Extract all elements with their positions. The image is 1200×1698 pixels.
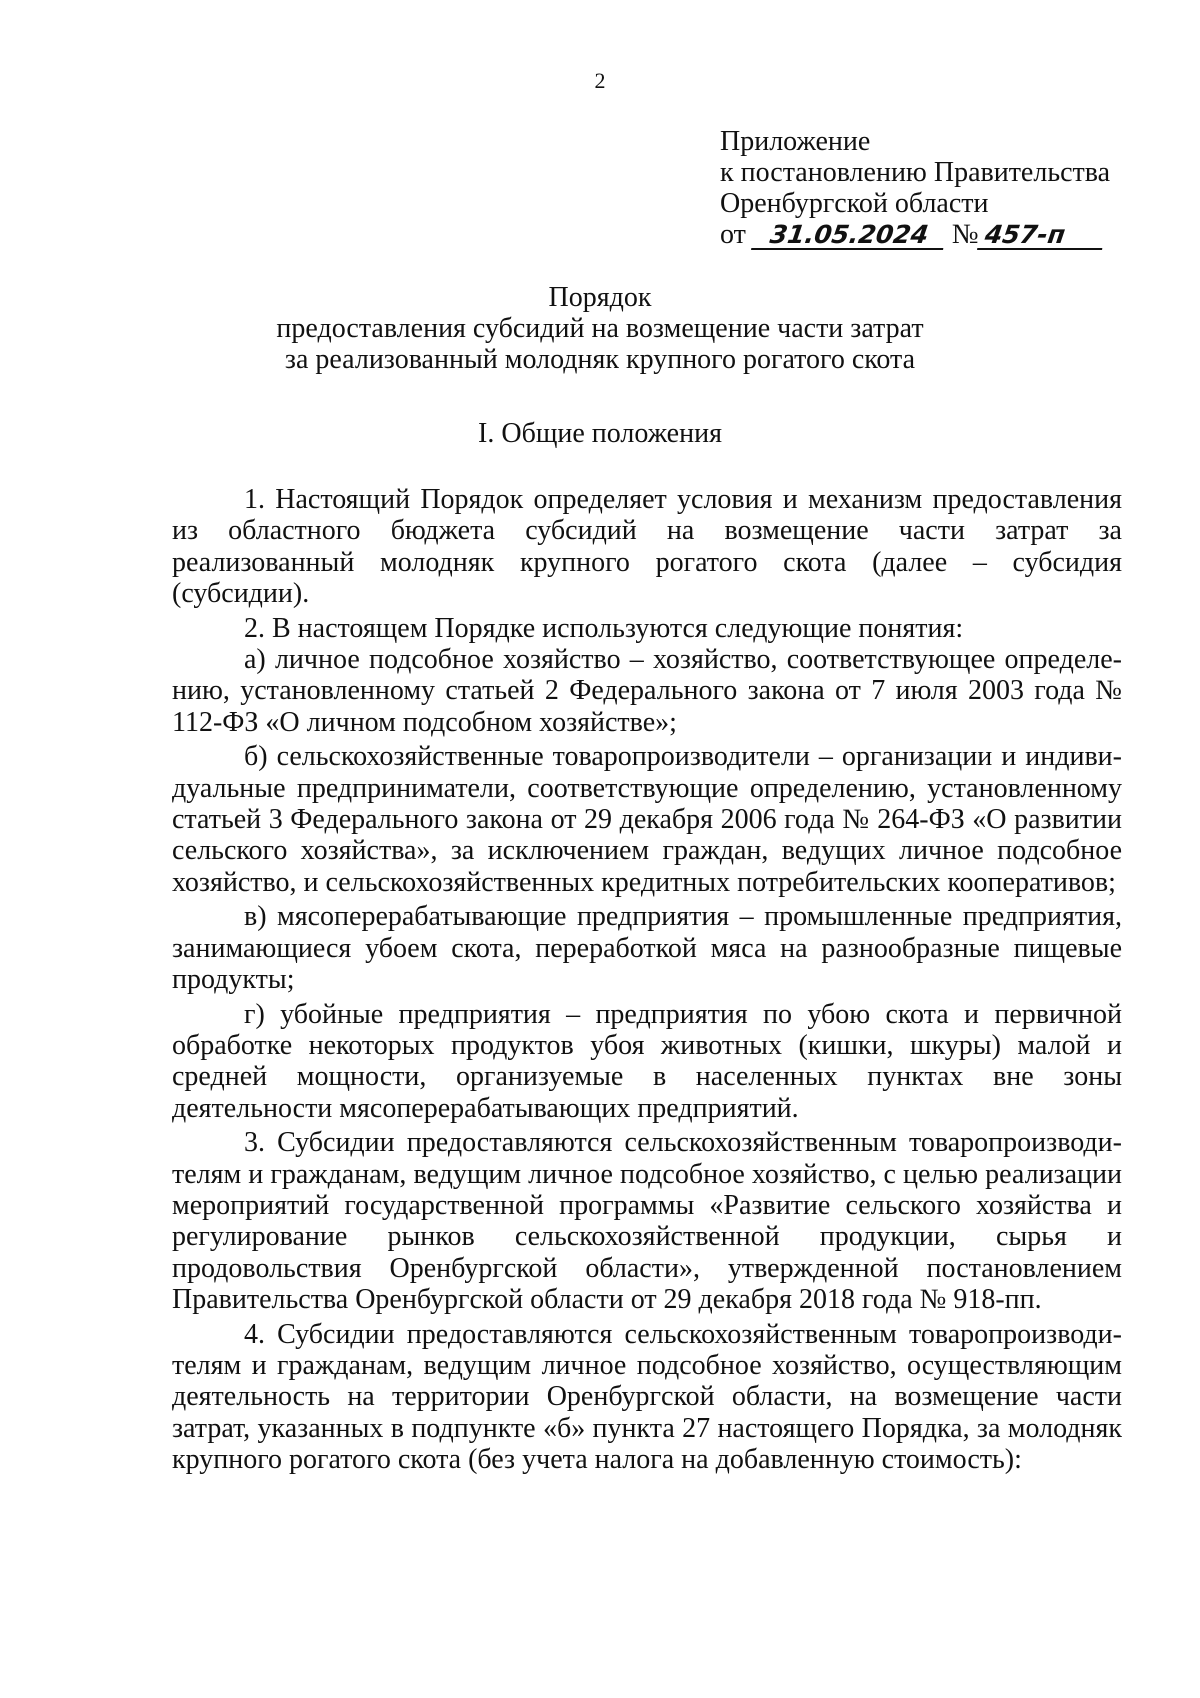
page-number: 2 [594,68,606,93]
paragraph-2v: в) мясоперерабатывающие предприятия – промышленные предприятия, занимающиеся убоем скота, переработкой мяса на разнообразные пищевые продукты; [172,901,1122,996]
title-line-1: Порядок [548,282,652,313]
paragraph-2g: г) убойные предприятия – предприятия по убою скота и первичной обработке некоторых продуктов убоя животных (кишки, шкуры) малой и средней мощности, организуемые в населенных пунктах вне зоны деятельности мясоперерабатывающих предприятий. [172,998,1122,1124]
appendix-label: Приложение [720,126,871,157]
document-title [0,282,1200,375]
appendix-block [720,126,1110,250]
paragraph-2: 2. В настоящем Порядке используются следующие понятия: [244,612,964,644]
handwritten-number: 457-п [977,222,1106,250]
paragraph-3: 3. Субсидии предоставляются сельскохозяйственным товаропроизводителям и гражданам, ведущим личное подсобное хозяйство, с целью реализации мероприятий государственной программы «Развитие сельского хозяйства и регулирование рынков сельскохозяйственной продукции, сырья и продовольствия Оренбургской области», утвержденной постановлением Правительства Оренбургской области от 29 декабря 2018 года № 918-пп. [172,1127,1122,1316]
appendix-region-line: Оренбургской области [720,188,989,219]
from-prefix: от [720,219,746,250]
handwritten-date: 31.05.2024 [751,222,947,250]
title-line-2: предоставления субсидий на возмещение части затрат [276,313,924,344]
title-line-3: за реализованный молодняк крупного рогатого скота [284,344,916,375]
paragraph-4: 4. Субсидии предоставляются сельскохозяйственным товаропроизводителям и гражданам, ведущим личное подсобное хозяйство, осуществляющим деятельность на территории Оренбургской области, на возмещение части затрат, указанных в подпункте «б» пункта 27 настоящего Порядка, за молодняк крупного рогатого скота (без учета налога на добавленную стоимость): [172,1318,1122,1476]
document-body [172,484,1122,1476]
appendix-date-number-line [720,219,1110,250]
paragraph-2b: б) сельскохозяйственные товаропроизводители – организации и индивидуальные предприниматели, соответствующие определению, установленному статьей 3 Федерального закона от 29 декабря 2006 года № 264-ФЗ «О развитии сельского хозяйства», за исключением граждан, ведущих личное подсобное хозяйство, и сельскохозяйственных кредитных потребительских кооперативов; [172,741,1122,898]
paragraph-1: 1. Настоящий Порядок определяет условия и механизм предоставления из областного бюджета субсидий на возмещение части затрат за реализованный молодняк крупного рогатого скота (далее – субсидия (субсидии). [172,484,1122,610]
appendix-resolution-line: к постановлению Правительства [720,157,1111,188]
paragraph-2a: а) личное подсобное хозяйство – хозяйство, соответствующее определению, установленному статьей 2 Федерального закона от 7 июля 2003 года № 112-ФЗ «О личном подсобном хозяйстве»; [172,644,1122,738]
number-sign: № [951,219,979,250]
section-heading: I. Общие положения [478,418,722,449]
